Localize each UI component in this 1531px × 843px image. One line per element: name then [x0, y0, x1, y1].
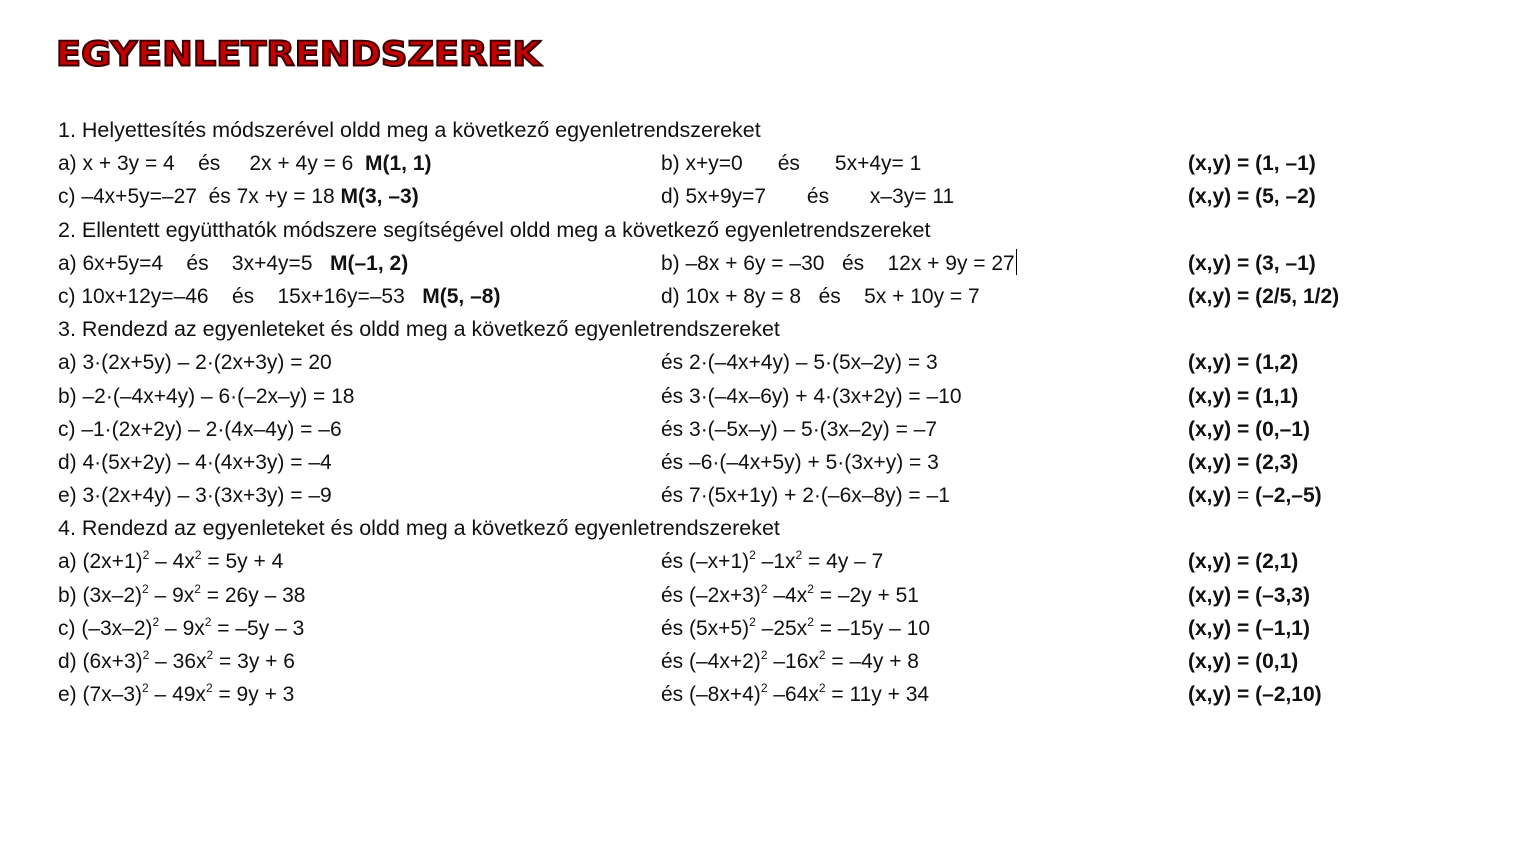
equation-text: a) x + 3y = 4 és 2x + 4y = 6: [58, 152, 365, 176]
section-4-heading: 4. Rendezd az egyenleteket és oldd meg a következő egyenletrendszereket: [58, 516, 780, 541]
equation-text: b) –8x + 6y = –30 és 12x + 9y = 27: [661, 251, 1015, 275]
exercise-row: [58, 678, 1518, 711]
exercise-right: és 3·(–5x–y) – 5·(3x–2y) = –7: [661, 417, 938, 441]
exercise-left: [58, 147, 432, 180]
exercise-left: e) 3·(2x+4y) – 3·(3x+3y) = –9: [58, 484, 332, 508]
answer: (x,y) = (–1,1): [1188, 616, 1310, 640]
answer: (x,y) = (2,1): [1188, 550, 1299, 574]
exercise-right: és $(-2x+3)^2$ $-4x^2 = -2y + 51$: [661, 581, 919, 607]
exercise-row: [58, 147, 1518, 180]
exercise-row: [58, 413, 1518, 446]
equation-text: c) –4x+5y=–27 és 7x +y = 18: [58, 185, 341, 209]
solution-point: M(5, –8): [422, 284, 501, 308]
answer: (x,y) = (5, –2): [1188, 185, 1316, 209]
section-1-heading: 1. Helyettesítés módszerével oldd meg a következő egyenletrendszereket: [58, 118, 761, 142]
exercise-left: c) –1·(2x+2y) – 2·(4x–4y) = –6: [58, 417, 342, 441]
answer: (x,y) = (2,3): [1188, 450, 1299, 474]
exercise-row: [58, 446, 1518, 479]
exercise-right[interactable]: [661, 247, 1017, 280]
page-title: EGYENLETRENDSZEREK: [56, 34, 541, 74]
solution-point: M(3, –3): [340, 185, 419, 209]
equals-sign: =: [1237, 484, 1250, 508]
answer: (x,y) = (1,2): [1188, 351, 1299, 375]
exercise-left: a) 3·(2x+5y) – 2·(2x+3y) = 20: [58, 351, 332, 375]
exercise-row: [58, 247, 1518, 280]
exercise-left: d) 4·(5x+2y) – 4·(4x+3y) = –4: [58, 450, 332, 474]
solution-point: M(–1, 2): [330, 251, 409, 275]
exercise-right: és $(-x+1)^2$ $-1x^2 = 4y - 7$: [661, 548, 884, 574]
exercise-row: [58, 280, 1518, 313]
exercise-right: d) 5x+9y=7 és x–3y= 11: [661, 185, 955, 209]
exercise-right: és 2·(–4x+4y) – 5·(5x–2y) = 3: [661, 351, 938, 375]
exercise-right: és $(-4x+2)^2$ $-16x^2 = -4y + 8$: [661, 648, 919, 673]
exercise-row: [58, 612, 1518, 645]
exercise-right: és 7·(5x+1y) + 2·(–6x–8y) = –1: [661, 484, 950, 508]
exercise-left: [58, 180, 419, 213]
exercise-right: b) x+y=0 és 5x+4y= 1: [661, 152, 922, 176]
exercise-row: [58, 346, 1518, 379]
answer: (x,y) = (3, –1): [1188, 251, 1316, 275]
section-2-heading: 2. Ellentett együtthatók módszere segítségével oldd meg a következő egyenletrendszereket: [58, 217, 931, 242]
exercise-row: [58, 645, 1518, 678]
exercise-left: a) $(2x+1)^2 - 4x^2 = 5y + 4$: [58, 548, 284, 574]
answer: (x,y) = (–2,10): [1188, 683, 1322, 707]
exercise-row: [58, 380, 1518, 413]
exercise-right: és $(-8x+4)^2$ $-64x^2 = 11y + 34$: [661, 681, 930, 707]
answer-value: (–2,–5): [1249, 484, 1322, 508]
solution-point: M(1, 1): [365, 152, 432, 176]
section-3-heading: 3. Rendezd az egyenleteket és oldd meg a következő egyenletrendszereket: [58, 317, 780, 342]
answer: (x,y) = (1,1): [1188, 384, 1299, 408]
answer: (x,y) = (0,1): [1188, 650, 1299, 673]
answer: (x,y) = (1, –1): [1188, 152, 1316, 176]
exercise-left: b) –2·(–4x+4y) – 6·(–2x–y) = 18: [58, 384, 355, 408]
exercise-left: [58, 247, 408, 280]
equation-text: a) 6x+5y=4 és 3x+4y=5: [58, 251, 330, 275]
exercise-right: és $(5x+5)^2$ $-25x^2 = -15y - 10$: [661, 614, 931, 640]
answer: (x,y) = (2/5, 1/2): [1188, 284, 1340, 308]
exercise-left: [58, 280, 500, 313]
answer: (x,y) = (–3,3): [1188, 583, 1310, 607]
exercise-left: e) $(7x-3)^2 - 49x^2 = 9y + 3$: [58, 681, 295, 707]
document-body: [58, 114, 1518, 711]
exercise-row: [58, 180, 1518, 213]
exercise-right: és 3·(–4x–6y) + 4·(3x+2y) = –10: [661, 384, 962, 408]
answer: (x,y) = (0,–1): [1188, 417, 1310, 441]
equation-text: c) 10x+12y=–46 és 15x+16y=–53: [58, 284, 423, 308]
exercise-left: c) $(-3x-2)^2 - 9x^2 = -5y - 3$: [58, 614, 305, 640]
exercise-left: d) $(6x+3)^2 - 36x^2 = 3y + 6$: [58, 648, 295, 673]
exercise-row: [58, 479, 1518, 512]
answer: [1188, 479, 1322, 512]
exercise-left: b) $(3x-2)^2 - 9x^2 = 26y - 38$: [58, 581, 306, 607]
exercise-row: [58, 545, 1518, 578]
exercise-right: d) 10x + 8y = 8 és 5x + 10y = 7: [661, 284, 980, 308]
text-cursor: [1016, 249, 1017, 275]
exercise-right: és –6·(–4x+5y) + 5·(3x+y) = 3: [661, 450, 939, 474]
answer-label: (x,y): [1188, 484, 1238, 508]
exercise-row: [58, 579, 1518, 612]
